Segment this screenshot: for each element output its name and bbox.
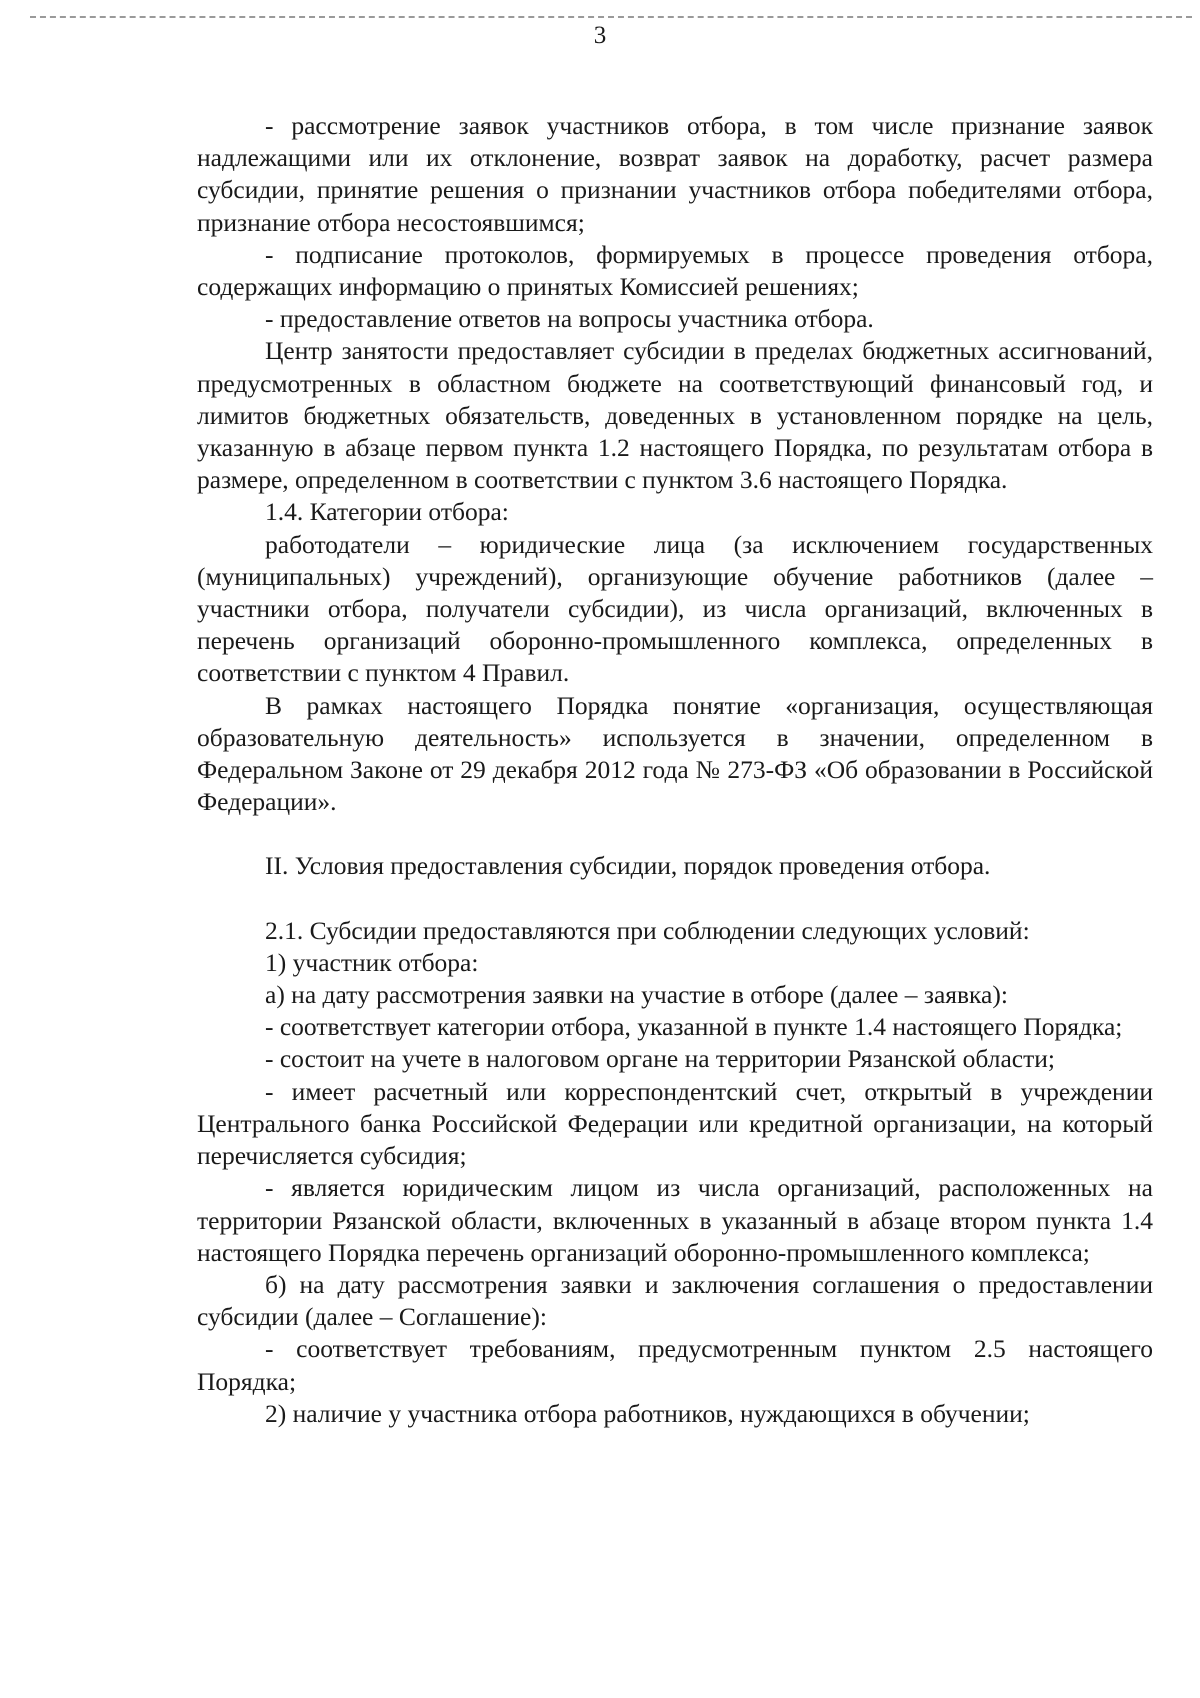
paragraph: 1.4. Категории отбора: — [265, 497, 509, 527]
paragraph: 2) наличие у участника отбора работников, нуждающихся в обучении; — [265, 1398, 1030, 1428]
spacer — [197, 818, 1153, 850]
paragraph: - соответствует требованиям, предусмотренным пунктом 2.5 настоящего Порядка; — [197, 1334, 1153, 1396]
page-number: 3 — [593, 22, 607, 49]
paragraph: Центр занятости предоставляет субсидии в пределах бюджетных ассигнований, предусмотренных в областном бюджете на соответствующий финансовый год, и лимитов бюджетных обязательств, доведенных в установленном порядке на цель, указанную в абзаце первом пункта 1.2 настоящего Порядка, по результатам отбора в размере, определенном в соответствии с пунктом 3.6 настоящего Порядка. — [197, 336, 1153, 495]
paragraph: - предоставление ответов на вопросы участника отбора. — [265, 304, 874, 334]
paragraph: б) на дату рассмотрения заявки и заключения соглашения о предоставлении субсидии (далее – Соглашение): — [197, 1269, 1153, 1332]
paragraph: работодатели – юридические лица (за исключением государственных (муниципальных) учреждений), организующие обучение работников (далее – участники отбора, получатели субсидии), из числа организаций, включенных в перечень организаций оборонно-промышленного комплекса, определенных в соответствии с пунктом 4 Правил. — [197, 529, 1153, 688]
spacer — [197, 883, 1153, 915]
paragraph: 2.1. Субсидии предоставляются при соблюдении следующих условий: — [265, 915, 1030, 945]
paragraph: - соответствует категории отбора, указанной в пункте 1.4 настоящего Порядка; — [265, 1012, 1123, 1042]
document-body — [197, 110, 1153, 1430]
paragraph: - подписание протоколов, формируемых в процессе проведения отбора, содержащих информацию о принятых Комиссией решениях; — [197, 239, 1153, 302]
paragraph: - рассмотрение заявок участников отбора, в том числе признание заявок надлежащими или их отклонение, возврат заявок на доработку, расчет размера субсидии, принятие решения о признании участников отбора победителями отбора, признание отбора несостоявшимся; — [197, 111, 1153, 237]
paragraph: - имеет расчетный или корреспондентский счет, открытый в учреждении Центрального банка Российской Федерации или кредитной организации, на который перечисляется субсидия; — [197, 1076, 1153, 1171]
scan-border-line — [30, 16, 1192, 18]
paragraph: а) на дату рассмотрения заявки на участие в отборе (далее – заявка): — [265, 980, 1008, 1010]
section-heading: II. Условия предоставления субсидии, порядок проведения отбора. — [265, 851, 991, 881]
paragraph: - состоит на учете в налоговом органе на территории Рязанской области; — [265, 1044, 1056, 1074]
paragraph: В рамках настоящего Порядка понятие «организация, осуществляющая образовательную деятельность» используется в значении, определенном в Федеральном Законе от 29 декабря 2012 года № 273-ФЗ «Об образовании в Российской Федерации». — [197, 690, 1153, 817]
paragraph: - является юридическим лицом из числа организаций, расположенных на территории Рязанской области, включенных в указанный в абзаце втором пункта 1.4 настоящего Порядка перечень организаций оборонно-промышленного комплекса; — [197, 1173, 1153, 1267]
paragraph: 1) участник отбора: — [265, 947, 479, 977]
